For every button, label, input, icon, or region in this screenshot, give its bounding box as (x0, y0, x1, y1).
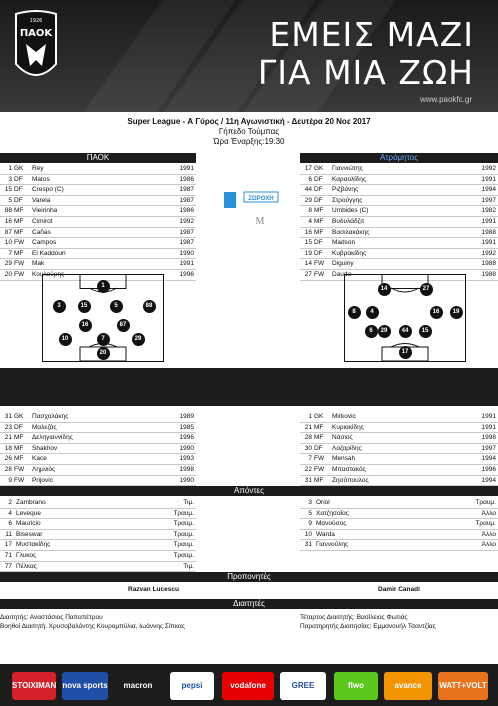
cell-pos: DF (14, 186, 23, 194)
player-row (300, 444, 498, 455)
cell-name: Mak (32, 260, 45, 268)
cell-num: 27 (304, 270, 312, 278)
absent-row (0, 540, 196, 551)
cell-num: 77 (4, 562, 12, 570)
cell-pos: GK (314, 165, 324, 172)
cell-year: 1996 (179, 434, 194, 442)
player-dot: 10 (59, 333, 72, 346)
cell-num: 5 (8, 196, 12, 204)
cell-reason: Τραυμ. (173, 530, 194, 538)
player-dot: 16 (430, 306, 443, 319)
cell-name: Μανούσος (316, 520, 347, 528)
cell-reason: Τιμ. (183, 562, 194, 570)
player-row (0, 185, 196, 196)
match-info (0, 117, 498, 147)
cell-name: Shakhov (32, 444, 58, 452)
referee-fourth: Τέταρτος Διαιτητής: Βασίλειος Φωτιάς (300, 614, 408, 621)
cell-name: Vieirinha (32, 207, 58, 215)
player-dot: 17 (399, 346, 412, 359)
cell-num: 16 (304, 228, 312, 236)
cell-num: 7 (8, 249, 12, 257)
cell-name: Matos (32, 175, 50, 183)
player-row (0, 217, 196, 228)
cell-pos: DF (14, 423, 23, 431)
cell-pos: MF (14, 455, 24, 463)
cell-year: 1994 (481, 186, 496, 194)
cell-num: 28 (4, 465, 12, 473)
cell-year: 1990 (179, 444, 194, 452)
player-dot: 44 (399, 325, 412, 338)
cell-num: 17 (4, 541, 12, 549)
player-dot: 15 (419, 325, 432, 338)
cell-name: Zambrano (16, 499, 46, 506)
cell-num: 21 (4, 434, 12, 442)
sponsor-logo[interactable]: vodafone (222, 672, 274, 700)
cell-num: 15 (4, 186, 12, 194)
cell-name: Γιαννιώτης (332, 165, 363, 172)
player-dot: 1 (97, 280, 110, 293)
cell-pos: GK (14, 165, 24, 172)
cell-name: Cañas (32, 228, 51, 236)
cell-year: 1991 (481, 413, 496, 420)
cell-name: Mensah (332, 455, 356, 463)
slogan (258, 16, 474, 92)
player-dot: 3 (53, 300, 66, 313)
cell-num: 8 (308, 207, 312, 215)
cell-num: 88 (4, 207, 12, 215)
cell-num: 16 (4, 217, 12, 225)
cell-num: 71 (4, 551, 12, 559)
cell-year: 1985 (179, 423, 194, 431)
cell-name: Cimirot (32, 217, 53, 225)
cell-pos: FW (14, 270, 25, 278)
player-dot: 8 (348, 306, 361, 319)
absent-row (0, 509, 196, 520)
cell-pos: MF (14, 444, 24, 452)
player-row (300, 228, 498, 239)
cell-reason: Άλλο (481, 541, 496, 549)
cell-num: 14 (304, 260, 312, 268)
player-row (300, 238, 498, 249)
middle-logos (222, 190, 282, 230)
cell-year: 1992 (481, 249, 496, 257)
cell-num: 23 (4, 423, 12, 431)
cell-num: 10 (304, 530, 312, 538)
cell-year: 1998 (179, 465, 194, 473)
cell-num: 30 (304, 444, 312, 452)
away-team-bar: Ατρόμητος (300, 153, 498, 163)
cell-reason: Τραυμ. (173, 509, 194, 517)
cell-name: Prijovic (32, 476, 53, 484)
referee-assistants: Βοηθοί Διαιτητή: Χρυσοβαλάντης Κουρομπύλια, Ιωάννης Σίπκας (0, 623, 185, 630)
cell-num: 1 (8, 165, 12, 172)
cell-reason: Τραυμ. (475, 520, 496, 528)
home-subs-list (0, 412, 196, 486)
player-row (300, 454, 498, 465)
cell-pos: FW (14, 239, 25, 247)
cell-name: Mirkovic (332, 413, 356, 420)
player-row (300, 259, 498, 270)
cell-reason: Άλλο (481, 509, 496, 517)
cell-pos: FW (314, 465, 325, 473)
club-crest-icon (12, 8, 60, 88)
cell-pos: DF (314, 175, 323, 183)
cell-name: Μυστακίδης (16, 541, 51, 549)
cell-year: 1982 (481, 207, 496, 215)
absent-row (300, 509, 498, 520)
cell-name: Γλυκος (16, 551, 37, 559)
absent-row (300, 530, 498, 541)
cell-name: Κυβρακίδης (332, 249, 367, 257)
cell-num: 5 (308, 509, 312, 517)
absent-row (0, 562, 196, 573)
player-dot: 29 (132, 333, 145, 346)
cell-reason: Τραυμ. (173, 541, 194, 549)
header-banner (0, 0, 498, 112)
cell-pos: GK (314, 413, 324, 420)
sponsor-logo[interactable]: nova sports (62, 672, 108, 700)
cell-pos: DF (314, 196, 323, 204)
player-dot: 7 (97, 333, 110, 346)
cell-num: 11 (5, 530, 12, 538)
cell-year: 1992 (179, 217, 194, 225)
cell-num: 20 (4, 270, 12, 278)
cell-pos: MF (314, 476, 324, 484)
home-coach: Razvan Lucescu (128, 586, 179, 593)
cell-year: 1991 (481, 175, 496, 183)
cell-num: 9 (308, 520, 312, 528)
player-row (300, 423, 498, 434)
referees-section-bar: Διαιτητές (0, 599, 498, 609)
cell-pos: DF (314, 186, 323, 194)
absent-row (300, 498, 498, 509)
cell-num: 18 (4, 444, 12, 452)
cell-year: 1986 (179, 175, 194, 183)
player-row (300, 465, 498, 476)
cell-reason: Τιμ. (183, 499, 194, 506)
referee-observer: Παρατηρητής Διαιτησίας: Εμμανουήλ Τσαντζίας (300, 623, 436, 630)
player-row (300, 185, 498, 196)
player-row (300, 433, 498, 444)
cell-name: Χατζησαΐας (316, 509, 350, 517)
cell-year: 1994 (481, 476, 496, 484)
cell-pos: MF (14, 207, 24, 215)
player-dot: 19 (450, 306, 463, 319)
cell-name: Λαζαρίδης (332, 444, 362, 452)
svg-text:ZΩPOXH: ZΩPOXH (248, 196, 274, 202)
cell-name: Ζησόπουλος (332, 476, 369, 484)
player-row (0, 196, 196, 207)
svg-text:M: M (255, 216, 265, 227)
cell-num: 9 (8, 476, 12, 484)
cell-num: 17 (304, 165, 312, 172)
away-starters-list (300, 164, 498, 281)
absent-row (300, 519, 498, 530)
cell-pos: MF (314, 434, 324, 442)
cell-name: Dauda (332, 270, 352, 278)
slogan-line-2: ΓΙΑ ΜΙΑ ΖΩΗ (257, 53, 474, 92)
cell-year: 1988 (481, 228, 496, 236)
cell-num: 21 (304, 423, 312, 431)
cell-year: 1987 (179, 186, 194, 194)
cell-year: 1987 (179, 239, 194, 247)
cell-name: El Kaddouri (32, 249, 66, 257)
cell-pos: MF (314, 217, 324, 225)
cell-num: 2 (8, 499, 12, 506)
svg-text:ΠΑΟΚ: ΠΑΟΚ (19, 28, 53, 39)
sponsor-logo[interactable]: flwo (334, 672, 378, 700)
absent-row (0, 519, 196, 530)
absent-row (0, 551, 196, 562)
cell-name: Στρούγγης (332, 196, 363, 204)
cell-name: Oriol (316, 499, 330, 506)
referee-main: Διαιτητής: Αναστάσιος Παπαπέτρου (0, 614, 103, 621)
player-row (0, 175, 196, 186)
away-coach: Damir Canadi (378, 586, 420, 593)
player-row (0, 238, 196, 249)
sponsor-logo[interactable]: GREE (280, 672, 326, 700)
svg-text:1926: 1926 (29, 18, 43, 24)
cell-num: 10 (4, 239, 12, 247)
cell-pos: DF (314, 444, 323, 452)
cell-pos: FW (314, 260, 325, 268)
cell-pos: DF (314, 249, 323, 257)
player-row (0, 206, 196, 217)
cell-name: Βασιλακάκης (332, 228, 370, 236)
kickoff-time: Ώρα Έναρξης:19:30 (213, 137, 285, 146)
cell-pos: MF (314, 228, 324, 236)
player-dot: 15 (78, 300, 91, 313)
player-row (300, 206, 498, 217)
cell-name: Κουλούρης (32, 270, 65, 278)
cell-name: Γιαννούλης (316, 541, 349, 549)
home-formation-pitch (42, 274, 164, 362)
absent-row (0, 498, 196, 509)
absent-section-bar: Απόντες (0, 486, 498, 496)
cell-reason: Τραυμ. (173, 520, 194, 528)
cell-year: 1990 (179, 249, 194, 257)
cell-num: 28 (304, 434, 312, 442)
cell-num: 87 (4, 228, 12, 236)
cell-pos: DF (314, 239, 323, 247)
sponsors-bar (0, 664, 498, 706)
player-dot: 16 (79, 319, 92, 332)
cell-year: 1991 (481, 239, 496, 247)
cell-name: Warda (316, 530, 335, 538)
home-absent-list (0, 498, 196, 572)
away-formation-pitch (344, 274, 466, 362)
sponsor-logo[interactable]: pepsi (170, 672, 214, 700)
cell-name: Κυριακίδης (332, 423, 364, 431)
cell-num: 7 (308, 455, 312, 463)
cell-name: Diguiny (332, 260, 354, 268)
player-dot: 87 (117, 319, 130, 332)
cell-name: Madson (332, 239, 356, 247)
league-line: Super League - Α Γύρος / 11η Αγωνιστική - Δευτέρα 20 Νοε 2017 (127, 117, 371, 126)
cell-name: Ριζβάνης (332, 186, 359, 194)
player-row (0, 164, 196, 175)
cell-num: 26 (4, 455, 12, 463)
cell-name: Νάσιος (332, 434, 353, 442)
cell-pos: FW (14, 465, 25, 473)
player-row (300, 249, 498, 260)
player-row (0, 433, 196, 444)
cell-year: 1987 (179, 228, 194, 236)
player-row (0, 444, 196, 455)
player-dot: 4 (366, 306, 379, 319)
cell-year: 1990 (179, 476, 194, 484)
cell-name: Πασχαλάκης (32, 413, 69, 420)
cell-pos: GK (14, 413, 24, 420)
player-dot: 29 (378, 325, 391, 338)
cell-num: 22 (304, 465, 312, 473)
cell-year: 1996 (481, 465, 496, 473)
stadium: Γήπεδο Τούμπας (218, 127, 280, 136)
sponsor-logo[interactable]: WATT+VOLT (438, 672, 488, 700)
away-subs-list (300, 412, 498, 486)
cell-num: 44 (304, 186, 312, 194)
cell-name: Crespo (C) (32, 186, 64, 194)
home-team-bar: ΠΑΟΚ (0, 153, 196, 163)
cell-year: 1988 (481, 260, 496, 268)
player-row (300, 412, 498, 423)
player-row (300, 175, 498, 186)
away-absent-list (300, 498, 498, 551)
cell-year: 1986 (179, 207, 194, 215)
player-dot: 5 (110, 300, 123, 313)
cell-name: Λημνιός (32, 465, 56, 473)
separator-band (0, 368, 498, 406)
player-dot: 88 (143, 300, 156, 313)
cell-name: Βυδυλάδζιτ (332, 217, 365, 225)
cell-year: 1996 (179, 270, 194, 278)
cell-reason: Άλλο (481, 530, 496, 538)
cell-year: 1992 (481, 165, 496, 172)
cell-reason: Τραυμ. (475, 499, 496, 506)
cell-num: 29 (4, 260, 12, 268)
cell-year: 1991 (481, 423, 496, 431)
cell-reason: Τραυμ. (173, 551, 194, 559)
absent-row (0, 530, 196, 541)
player-row (0, 228, 196, 239)
cell-year: 1993 (179, 455, 194, 463)
cell-year: 1997 (481, 444, 496, 452)
cell-num: 31 (4, 413, 12, 420)
cell-pos: FW (14, 476, 25, 484)
cell-year: 1987 (179, 196, 194, 204)
sponsor-logo[interactable]: avance (384, 672, 432, 700)
cell-name: Μπαστακός (332, 465, 366, 473)
cell-num: 31 (304, 541, 312, 549)
cell-num: 3 (308, 499, 312, 506)
sponsor-logo[interactable]: macron (116, 672, 160, 700)
home-starters-list (0, 164, 196, 281)
cell-name: Μαλεζάς (32, 423, 57, 431)
player-row (300, 196, 498, 207)
cell-num: 6 (8, 520, 12, 528)
cell-pos: FW (14, 260, 25, 268)
cell-name: Mauricio (16, 520, 41, 528)
sponsor-logo[interactable]: STOIXIMAN (12, 672, 56, 700)
cell-num: 19 (304, 249, 312, 257)
cell-num: 31 (304, 476, 312, 484)
player-row (300, 476, 498, 487)
player-dot: 27 (420, 283, 433, 296)
cell-pos: MF (14, 249, 24, 257)
player-row (0, 476, 196, 487)
absent-row (300, 540, 498, 551)
cell-pos: DF (14, 175, 23, 183)
player-row (0, 249, 196, 260)
cell-num: 29 (304, 196, 312, 204)
cell-year: 1997 (481, 196, 496, 204)
cell-num: 1 (308, 413, 312, 420)
cell-name: Leveque (16, 509, 41, 517)
cell-name: Καραολίδης (332, 175, 367, 183)
cell-pos: DF (14, 196, 23, 204)
player-row (0, 454, 196, 465)
cell-num: 3 (8, 175, 12, 183)
cell-num: 15 (304, 239, 312, 247)
cell-name: Biseswar (16, 530, 43, 538)
cell-pos: MF (314, 423, 324, 431)
cell-year: 1991 (481, 217, 496, 225)
player-row (0, 412, 196, 423)
cell-year: 1991 (179, 165, 194, 172)
player-row (0, 259, 196, 270)
cell-pos: MF (14, 228, 24, 236)
cell-name: Kace (32, 455, 47, 463)
cell-name: Πέλκας (16, 562, 37, 570)
player-dot: 14 (378, 283, 391, 296)
cell-num: 4 (8, 509, 12, 517)
player-row (300, 217, 498, 228)
player-dot: 6 (365, 325, 378, 338)
player-dot: 20 (97, 347, 110, 360)
website-link[interactable]: www.paokfc.gr (419, 95, 472, 104)
cell-year: 1998 (481, 434, 496, 442)
coaches-section-bar: Προπονητές (0, 572, 498, 582)
cell-name: Campos (32, 239, 57, 247)
cell-pos: MF (314, 207, 324, 215)
cell-pos: MF (14, 217, 24, 225)
cell-year: 1989 (179, 413, 194, 420)
cell-num: 4 (308, 217, 312, 225)
cell-pos: FW (314, 270, 325, 278)
player-row (0, 465, 196, 476)
cell-pos: MF (14, 434, 24, 442)
cell-year: 1994 (481, 455, 496, 463)
cell-num: 6 (308, 175, 312, 183)
player-row (0, 423, 196, 434)
cell-year: 1988 (481, 270, 496, 278)
cell-name: Rey (32, 165, 44, 172)
slogan-line-1: ΕΜΕΙΣ ΜΑΖΙ (269, 15, 474, 54)
player-row (300, 164, 498, 175)
cell-year: 1991 (179, 260, 194, 268)
cell-name: Varela (32, 196, 51, 204)
cell-pos: FW (314, 455, 325, 463)
cell-name: Δεληγιαννίδης (32, 434, 73, 442)
cell-name: Umbides (C) (332, 207, 369, 215)
